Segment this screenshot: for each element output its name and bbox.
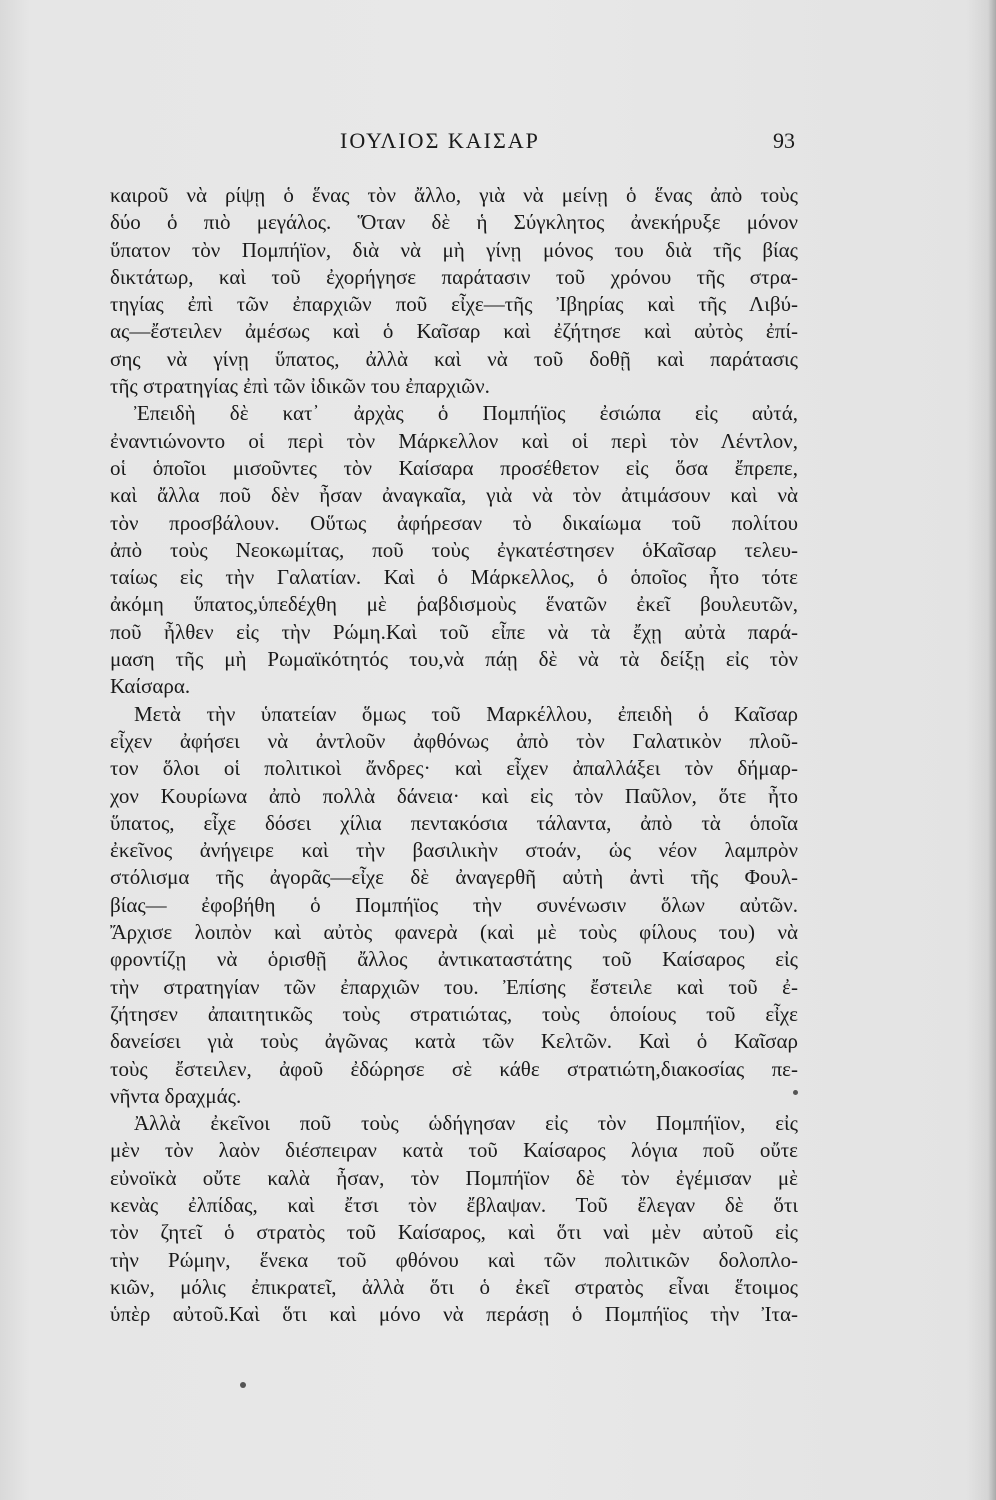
text-line: εἶχεν ἀφήσει νὰ ἀντλοῦν ἀφθόνως ἀπὸ τὸν Γαλατικὸν πλοῦ- [110,728,798,753]
text-line: τὴν Ρώμην, ἕνεκα τοῦ φθόνου καὶ τῶν πολιτικῶν δολοπλο- [110,1247,798,1272]
text-line: Μετὰ τὴν ὑπατείαν ὅμως τοῦ Μαρκέλλου, ἐπειδὴ ὁ Καῖσαρ [134,701,798,726]
text-line: Ἄρχισε λοιπὸν καὶ αὐτὸς φανερὰ (καὶ μὲ τοὺς φίλους του) νὰ [110,920,798,945]
text-line: βίας— ἐφοβήθη ὁ Πομπήϊος τὴν συνένωσιν ὅλων αὐτῶν. [110,892,798,917]
text-line: ἀπὸ τοὺς Νεοκωμίτας, ποῦ τοὺς ἐγκατέστησεν ὁΚαῖσαρ τελευ- [110,537,798,562]
page-speck [793,1090,798,1095]
text-line: χον Κουρίωνα ἀπὸ πολλὰ δάνεια· καὶ εἰς τὸν Παῦλον, ὅτε ἦτο [110,783,798,808]
text-line: φροντίζῃ νὰ ὁρισθῇ ἄλλος ἀντικαταστάτης τοῦ Καίσαρος εἰς [110,947,798,972]
paragraph [110,1110,798,1328]
paragraph [110,400,798,700]
text-line: ὕπατος, εἶχε δόσει χίλια πεντακόσια τάλαντα, ἀπὸ τὰ ὁποῖα [110,810,798,835]
text-line: ὕπατον τὸν Πομπήϊον, διὰ νὰ μὴ γίνῃ μόνος του διὰ τῆς βίας [110,237,798,262]
text-line: τὸν ζητεῖ ὁ στρατὸς τοῦ Καίσαρος, καὶ ὅτι ναὶ μὲν αὐτοῦ εἰς [110,1220,798,1245]
text-line: μὲν τὸν λαὸν διέσπειραν κατὰ τοῦ Καίσαρος λόγια ποῦ οὔτε [110,1138,798,1163]
paragraph [110,182,798,400]
page-number: 93 [773,128,795,153]
text-line: ταίως εἰς τὴν Γαλατίαν. Καὶ ὁ Μάρκελλος, ὁ ὁποῖος ἦτο τότε [110,565,798,590]
text-line: ὑπὲρ αὐτοῦ.Καὶ ὅτι καὶ μόνο νὰ περάσῃ ὁ Πομπήϊος τὴν Ἰτα- [110,1302,798,1327]
text-line: Ἐπειδὴ δὲ κατ᾽ ἀρχὰς ὁ Πομπήϊος ἐσιώπα εἰς αὐτά, [134,401,798,426]
paragraph [110,701,798,1110]
text-line: κενὰς ἐλπίδας, καὶ ἔτσι τὸν ἔβλαψαν. Τοῦ ἔλεγαν δὲ ὅτι [110,1192,798,1217]
text-line: ἐκεῖνος ἀνήγειρε καὶ τὴν βασιλικὴν στοάν, ὡς νέον λαμπρὸν [110,838,798,863]
text-line: σης νὰ γίνῃ ὕπατος, ἀλλὰ καὶ νὰ τοῦ δοθῇ καὶ παράτασις [110,346,798,371]
text-line: ας—ἔστειλεν ἀμέσως καὶ ὁ Καῖσαρ καὶ ἐζήτησε καὶ αὐτὸς ἐπί- [110,319,798,344]
text-line: Ἀλλὰ ἐκεῖνοι ποῦ τοὺς ὡδήγησαν εἰς τὸν Πομπήϊον, εἰς [134,1111,798,1136]
text-line: τῆς στρατηγίας ἐπὶ τῶν ἰδικῶν του ἐπαρχιῶν. [110,374,490,399]
page-edge-shadow [988,0,996,1500]
text-line: ποῦ ἦλθεν εἰς τὴν Ρώμη.Καὶ τοῦ εἶπε νὰ τὰ ἔχῃ αὐτὰ παρά- [110,619,798,644]
text-line: κιῶν, μόλις ἐπικρατεῖ, ἀλλὰ ὅτι ὁ ἐκεῖ στρατὸς εἶναι ἕτοιμος [110,1274,798,1299]
text-line: τὴν στρατηγίαν τῶν ἐπαρχιῶν του. Ἐπίσης ἔστειλε καὶ τοῦ ἐ- [110,974,798,999]
text-line: δανείσει γιὰ τοὺς ἀγῶνας κατὰ τῶν Κελτῶν. Καὶ ὁ Καῖσαρ [110,1029,798,1054]
text-line: νῆντα δραχμάς. [110,1083,242,1108]
running-title: ΙΟΥΛΙΟΣ ΚΑΙΣΑΡ [340,128,540,153]
text-line: ζήτησεν ἀπαιτητικῶς τοὺς στρατιώτας, τοὺς ὁποίους τοῦ εἶχε [110,1001,798,1026]
text-line: δύο ὁ πιὸ μεγάλος. Ὅταν δὲ ἡ Σύγκλητος ἀνεκήρυξε μόνον [110,210,798,235]
text-line: δικτάτωρ, καὶ τοῦ ἐχορήγησε παράτασιν τοῦ χρόνου τῆς στρα- [110,264,798,289]
text-line: τὸν προσβάλουν. Οὕτως ἀφήρεσαν τὸ δικαίωμα τοῦ πολίτου [110,510,798,535]
text-line: τηγίας ἐπὶ τῶν ἐπαρχιῶν ποῦ εἶχε—τῆς Ἰβηρίας καὶ τῆς Λιβύ- [110,292,798,317]
page-header [110,128,795,164]
text-line: καιροῦ νὰ ρίψῃ ὁ ἕνας τὸν ἄλλο, γιὰ νὰ μείνῃ ὁ ἕνας ἀπὸ τοὺς [110,183,798,207]
text-line: στόλισμα τῆς ἀγορᾶς—εἶχε δὲ ἀναγερθῆ αὐτὴ ἀντὶ τῆς Φουλ- [110,865,798,890]
text-line: ἐναντιώνοντο οἱ περὶ τὸν Μάρκελλον καὶ οἱ περὶ τὸν Λέντλον, [110,428,798,453]
text-line: Καίσαρα. [110,674,191,699]
text-line: τοὺς ἔστειλεν, ἀφοῦ ἐδώρησε σὲ κάθε στρατιώτη,διακοσίας πε- [110,1056,798,1081]
body-text [110,182,798,1328]
text-line: καὶ ἄλλα ποῦ δὲν ἦσαν ἀναγκαῖα, γιὰ νὰ τὸν ἀτιμάσουν καὶ νὰ [110,483,798,508]
page-speck [240,1382,246,1388]
text-line: οἱ ὁποῖοι μισοῦντες τὸν Καίσαρα προσέθετον εἰς ὅσα ἔπρεπε, [110,455,798,480]
text-line: ἀκόμη ὕπατος,ὑπεδέχθη μὲ ῥαβδισμοὺς ἕνατῶν ἐκεῖ βουλευτῶν, [110,592,798,617]
text-line: μαση τῆς μὴ Ρωμαϊκότητός του,νὰ πάῃ δὲ νὰ τὰ δείξῃ εἰς τὸν [110,647,798,672]
text-line: εὐνοϊκὰ οὔτε καλὰ ἦσαν, τὸν Πομπήϊον δὲ τὸν ἐγέμισαν μὲ [110,1165,798,1190]
text-line: τον ὅλοι οἱ πολιτικοὶ ἄνδρες· καὶ εἶχεν ἀπαλλάξει τὸν δήμαρ- [110,756,798,781]
